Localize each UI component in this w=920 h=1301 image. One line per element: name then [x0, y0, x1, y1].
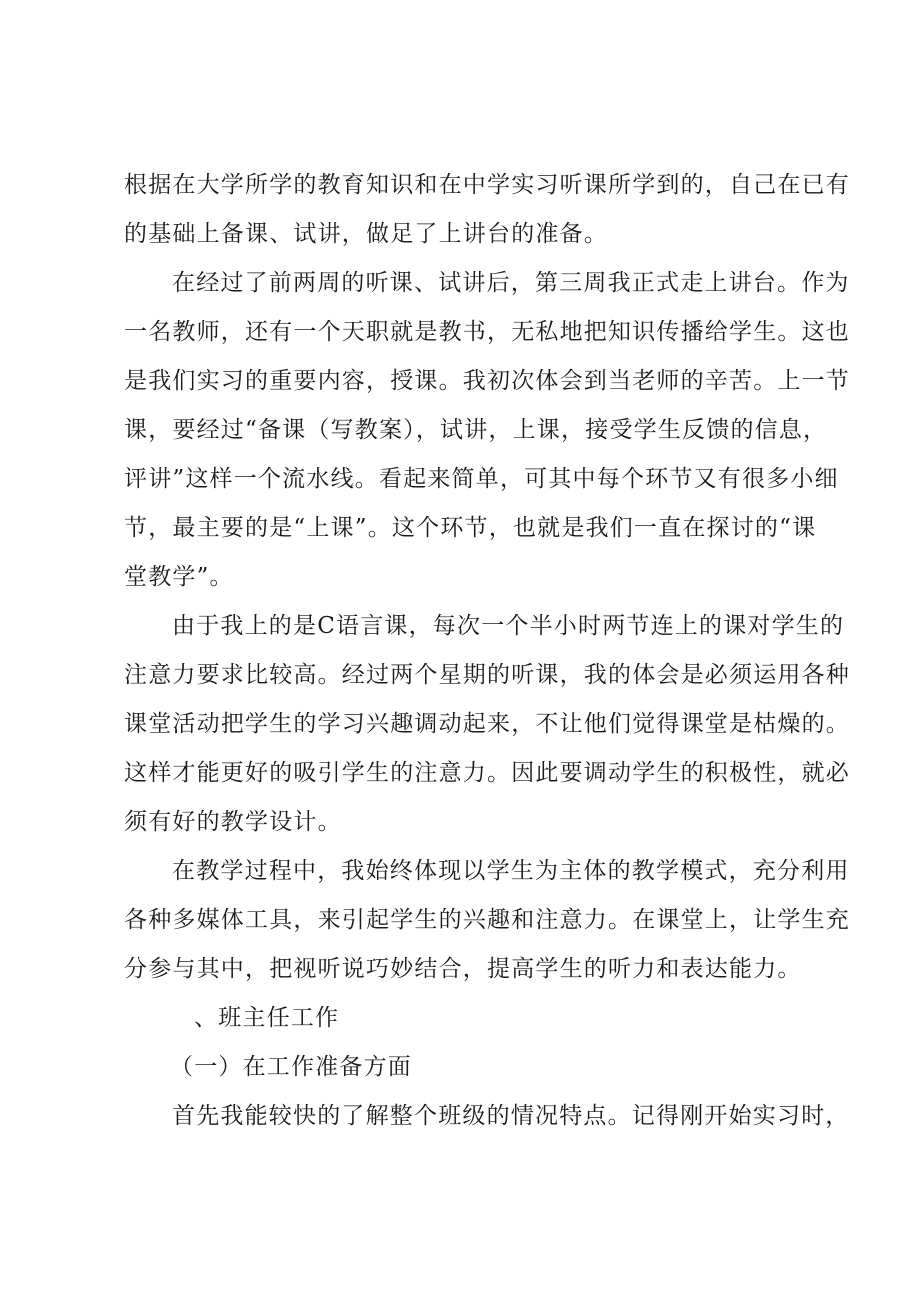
paragraph-line: 在经过了前两周的听课、试讲后，第三周我正式走上讲台。作为 — [172, 270, 850, 296]
paragraph-line: 是我们实习的重要内容，授课。我初次体会到当老师的辛苦。上一节 — [124, 368, 850, 394]
paragraph-line: 由于我上的是C语言课，每次一个半小时两节连上的课对学生的 — [172, 613, 845, 639]
section-heading: 、班主任工作 — [194, 1005, 340, 1031]
paragraph-line: 首先我能较快的了解整个班级的情况特点。记得刚开始实习时， — [172, 1103, 850, 1129]
paragraph-line: 注意力要求比较高。经过两个星期的听课，我的体会是必须运用各种 — [124, 662, 850, 688]
paragraph-line: 须有好的教学设计。 — [124, 809, 342, 835]
paragraph-line: 的基础上备课、试讲，做足了上讲台的准备。 — [124, 221, 608, 247]
paragraph-line: 节，最主要的是“上课”。这个环节，也就是我们一直在探讨的“课 — [124, 515, 817, 541]
paragraph-line: 各种多媒体工具，来引起学生的兴趣和注意力。在课堂上，让学生充 — [124, 907, 850, 933]
paragraph-line: 分参与其中，把视听说巧妙结合，提高学生的听力和表达能力。 — [124, 956, 802, 982]
paragraph-line: 评讲”这样一个流水线。看起来简单，可其中每个环节又有很多小细 — [124, 466, 839, 492]
paragraph-line: 这样才能更好的吸引学生的注意力。因此要调动学生的积极性，就必 — [124, 760, 850, 786]
paragraph-line: 课堂活动把学生的学习兴趣调动起来，不让他们觉得课堂是枯燥的。 — [124, 711, 850, 737]
paragraph-line: 在教学过程中，我始终体现以学生为主体的教学模式，充分利用 — [172, 858, 850, 884]
paragraph-line: 堂教学”。 — [124, 564, 234, 590]
paragraph-line: 课，要经过“备课（写教案），试讲，上课，接受学生反馈的信息， — [124, 417, 828, 443]
paragraph-line: 根据在大学所学的教育知识和在中学实习听课所学到的，自己在已有 — [124, 172, 850, 198]
paragraph-line: 一名教师，还有一个天职就是教书，无私地把知识传播给学生。这也 — [124, 319, 850, 345]
subsection-heading: （一）在工作准备方面 — [170, 1054, 412, 1080]
